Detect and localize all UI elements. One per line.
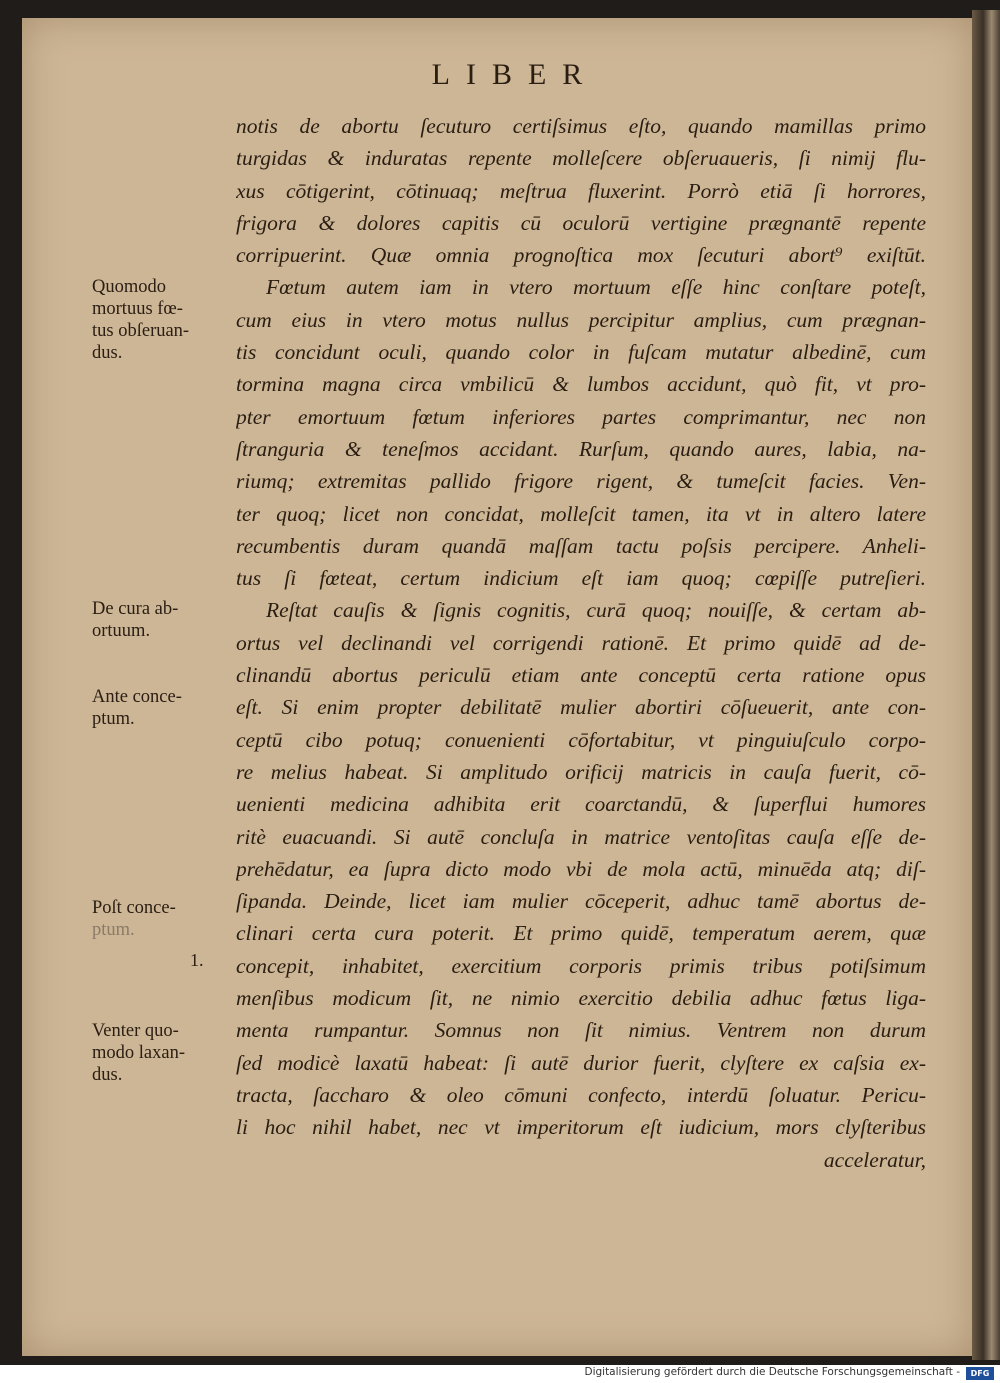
- marginal-note-ante-conceptum: [92, 686, 232, 730]
- text-line: uenienti medicina adhibita erit coarctandū, & ſuperflui humores: [236, 792, 926, 817]
- marginal-note-line: Quomodo: [92, 277, 166, 297]
- main-text-block: [236, 110, 926, 1176]
- text-line: Fœtum autem iam in vtero mortuum eſſe hinc conſtare poteſt,: [266, 275, 926, 300]
- text-line: turgidas & induratas repente molleſcere obſeruaueris, ſi nimij flu-: [236, 146, 926, 171]
- dfg-logo: DFG: [966, 1367, 994, 1380]
- marginal-number: 1.: [190, 950, 204, 970]
- text-line: re melius habeat. Si amplitudo orificij matricis in cauſa fuerit, cō-: [236, 759, 926, 784]
- text-line: ortus vel declinandi vel corrigendi rationē. Et primo quidē ad de-: [236, 630, 926, 655]
- marginal-note-line: dus.: [92, 343, 123, 363]
- marginal-note-line: dus.: [92, 1065, 123, 1085]
- text-line: riumq; extremitas pallido frigore rigent, & tumeſcit facies. Ven-: [236, 469, 926, 494]
- text-line: tis concidunt oculi, quando color in fuſcam mutatur albedinē, cum: [236, 340, 926, 365]
- marginal-note-line: ptum.: [92, 920, 135, 940]
- text-line: recumbentis duram quandā maſſam tactu poſsis percipere. Anheli-: [236, 533, 926, 558]
- text-line: ceptū cibo potuq; conuenienti cōfortabitur, vt pinguiuſculo corpo-: [236, 727, 926, 752]
- text-line: xus cōtigerint, cōtinuaq; meſtrua fluxerint. Porrò etiā ſi horrores,: [236, 178, 926, 203]
- marginal-note-line: tus obſeruan-: [92, 321, 190, 341]
- marginal-note-line: mortuus fœ-: [92, 299, 183, 319]
- marginal-note-line: ortuum.: [92, 621, 151, 641]
- marginal-note-line: Poſt conce-: [92, 898, 176, 918]
- text-line: clinari certa cura poterit. Et primo quidē, temperatum aerem, quæ: [236, 921, 926, 946]
- text-line: pter emortuum fœtum inferiores partes comprimantur, nec non: [236, 404, 926, 429]
- text-line: corripuerint. Quæ omnia prognoſtica mox ſecuturi abort⁹ exiſtūt.: [236, 243, 926, 268]
- text-line: ſtranguria & teneſmos accidant. Rurſum, quando aures, labia, na-: [236, 436, 926, 461]
- text-line: notis de abortu ſecuturo certiſsimus eſto, quando mamillas primo: [236, 114, 926, 138]
- text-line: tracta, ſaccharo & oleo cōmuni confecto, interdū ſoluatur. Pericu-: [236, 1082, 926, 1107]
- text-line: ter quoq; licet non concidat, molleſcit tamen, ita vt in altero latere: [236, 501, 926, 526]
- catchword: acceleratur,: [823, 1147, 926, 1172]
- text-line: frigora & dolores capitis cū oculorū vertigine prægnantē repente: [236, 210, 926, 235]
- text-line: eſt. Si enim propter debilitatē mulier abortiri cōſueuerit, ante con-: [236, 695, 926, 720]
- footer-bar: [0, 1365, 1000, 1383]
- text-line: Reſtat cauſis & ſignis cognitis, curā quoq; nouiſſe, & certam ab-: [266, 598, 926, 623]
- running-head: LIBER: [431, 58, 599, 91]
- text-line: tus ſi fœteat, certum indicium eſt iam quoq; cœpiſſe putreſieri.: [236, 566, 926, 591]
- text-line: ritè euacuandi. Si autē concluſa in matrice ventoſitas cauſa eſſe de-: [236, 824, 926, 849]
- marginal-note-line: De cura ab-: [92, 599, 179, 619]
- text-line: ſipanda. Deinde, licet iam mulier cōceperit, adhuc tamē abortus de-: [236, 889, 926, 914]
- text-line: menſibus modicum ſit, ne nimio exercitio debilia adhuc fœtus liga-: [236, 986, 926, 1011]
- marginal-note-mortuus-foetus: [92, 276, 232, 364]
- marginal-note-post-conceptum: [92, 897, 232, 941]
- text-line: cum eius in vtero motus nullus percipitur amplius, cum prægnan-: [236, 307, 926, 332]
- marginal-note-line: ptum.: [92, 709, 135, 729]
- text-line: li hoc nihil habet, nec vt imperitorum eſt iudicium, mors clyſteribus: [236, 1115, 926, 1140]
- text-line: tormina magna circa vmbilicū & lumbos accidunt, quò fit, vt pro-: [236, 372, 926, 397]
- text-line: ſed modicè laxatū habeat: ſi autē durior fuerit, clyſtere ex caſsia ex-: [236, 1050, 926, 1075]
- text-line: clinandū abortus periculū etiam ante conceptū certa ratione opus: [236, 663, 926, 688]
- marginal-note-line: Venter quo-: [92, 1021, 179, 1041]
- page-edge: [972, 10, 1000, 1360]
- marginal-note-line: modo laxan-: [92, 1043, 185, 1063]
- marginal-note-de-cura: [92, 598, 232, 642]
- text-line: concepit, inhabitet, exercitium corporis primis tribus potiſsimum: [236, 953, 926, 978]
- marginal-note-venter: [92, 1020, 232, 1086]
- text-line: prehēdatur, ea ſupra dicto modo vbi de mola actū, minuēda atq; diſ-: [236, 856, 926, 881]
- marginal-note-line: Ante conce-: [92, 687, 182, 707]
- text-line: menta rumpantur. Somnus non ſit nimius. Ventrem non durum: [236, 1018, 926, 1043]
- funding-notice: Digitalisierung gefördert durch die Deutsche Forschungsgemeinschaft -: [584, 1366, 960, 1378]
